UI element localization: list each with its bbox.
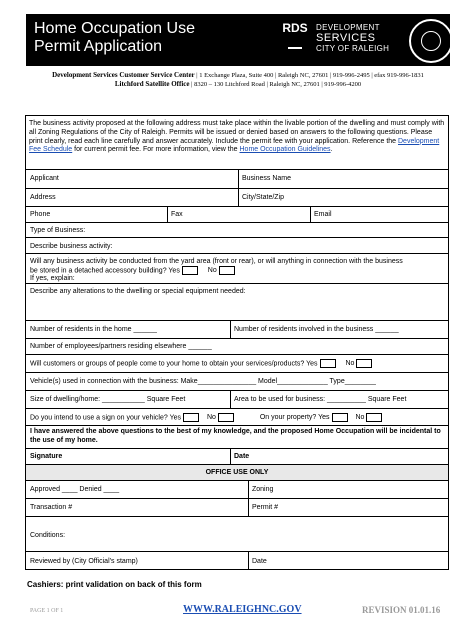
row-divider [26, 253, 448, 254]
property-question-text: On your property? Yes [259, 414, 330, 422]
yard-question-text: be stored in a detached accessory building? Yes [30, 267, 180, 275]
row-divider [26, 448, 448, 449]
fee-schedule-link[interactable]: Development Fee Schedule [29, 137, 440, 154]
row-divider [26, 372, 448, 373]
yard-no-checkbox[interactable] [219, 266, 235, 275]
row-divider [26, 498, 448, 499]
approved-denied-field[interactable]: Approved ____ Denied ____ [30, 486, 120, 493]
rds-logo-mark-icon [288, 37, 302, 49]
size-dwelling-field[interactable]: Size of dwelling/home: ___________ Square Feet [30, 396, 186, 403]
office-date-field[interactable]: Date [252, 558, 267, 565]
sign-no-checkbox[interactable] [218, 413, 234, 422]
certification-statement: I have answered the above questions to the best of my knowledge, and the proposed Home Occupation will be incidental to the use of my home. [30, 428, 441, 444]
intro-text-1: The business activity proposed at the following address must take place within the livable portion of the dwelling and must comply with all Zoning Regulations of the City of Raleigh. Permits will be issued or denied based on answers to the following questions. Please print clearly, read each line carefully and answer accurately. Include the permit fee with your application. Reference the [29, 120, 445, 145]
col-divider [167, 206, 168, 222]
row-divider [26, 551, 448, 552]
vehicles-field[interactable]: Vehicle(s) used in connection with the business: Make_______________ Model_____________ Type________ [30, 378, 376, 385]
row-divider [26, 222, 448, 223]
permit-field[interactable]: Permit # [252, 504, 279, 511]
email-field[interactable]: Email [314, 211, 332, 218]
application-form [25, 115, 449, 570]
business-name-field[interactable]: Business Name [242, 175, 292, 182]
employees-field[interactable]: Number of employees/partners residing elsewhere ______ [30, 343, 212, 350]
title-line-2: Permit Application [34, 38, 163, 55]
col-divider [248, 551, 249, 570]
row-divider [26, 390, 448, 391]
dept-line-3: CITY OF RALEIGH [316, 44, 390, 53]
describe-activity-field[interactable]: Describe business activity: [30, 243, 113, 250]
conditions-field[interactable]: Conditions: [30, 532, 66, 539]
center-label: Development Services Customer Service Center [52, 71, 195, 79]
contact-line-2 [20, 80, 456, 89]
intro-text-3: . [330, 146, 333, 154]
residents-home-field[interactable]: Number of residents in the home ______ [30, 326, 157, 333]
city-seal-icon [409, 19, 453, 63]
reviewed-by-field[interactable]: Reviewed by (City Official’s stamp) [30, 558, 138, 565]
signature-field[interactable]: Signature [30, 453, 63, 460]
yard-question: Will any business activity be conducted from the yard area (front or rear), or will anything in connection with the business [30, 258, 403, 265]
property-yes-checkbox[interactable] [332, 413, 348, 422]
property-no-checkbox[interactable] [366, 413, 382, 422]
city-state-zip-field[interactable]: City/State/Zip [242, 194, 285, 201]
intro-paragraph [29, 120, 445, 155]
dept-line-1: DEVELOPMENT [316, 23, 380, 32]
dept-line-2: SERVICES [316, 32, 376, 44]
guidelines-link[interactable]: Home Occupation Guidelines [239, 146, 331, 154]
row-divider [26, 425, 448, 426]
revision-label: REVISION 01.01.16 [362, 605, 441, 615]
if-yes-explain-field[interactable]: If yes, explain: [30, 275, 75, 282]
header-banner [26, 14, 450, 66]
customers-no-label: No [345, 360, 355, 368]
sign-yes-checkbox[interactable] [183, 413, 199, 422]
applicant-field[interactable]: Applicant [30, 175, 59, 182]
row-divider [26, 188, 448, 189]
row-divider [26, 169, 448, 170]
contact-line-1 [20, 71, 456, 80]
customers-question-text: Will customers or groups of people come to your home to obtain your services/products? Yes [30, 360, 318, 368]
row-divider [26, 354, 448, 355]
alterations-field[interactable]: Describe any alterations to the dwelling or special equipment needed: [30, 288, 246, 295]
satellite-label: Litchford Satellite Office [114, 80, 190, 88]
col-divider [230, 390, 231, 408]
cashier-note: Cashiers: print validation on back of this form [27, 580, 202, 589]
col-divider [310, 206, 311, 222]
customers-question [30, 359, 374, 368]
row-divider [26, 408, 448, 409]
fax-field[interactable]: Fax [171, 211, 183, 218]
row-divider [26, 237, 448, 238]
rds-logo: RDS [282, 21, 308, 35]
satellite-info: | 8320 – 130 Litchford Road | Raleigh NC, 27601 | 919-996-4200 [189, 81, 362, 88]
center-info: | 1 Exchange Plaza, Suite 400 | Raleigh NC, 27601 | 919-996-2495 | efax 919-996-1831 [194, 72, 424, 79]
page-number: PAGE 1 OF 1 [30, 608, 64, 614]
office-use-heading: OFFICE USE ONLY [205, 469, 269, 476]
address-field[interactable]: Address [30, 194, 56, 201]
col-divider [230, 448, 231, 464]
row-divider [26, 338, 448, 339]
dept-logo [316, 23, 389, 54]
col-divider [238, 169, 239, 206]
col-divider [230, 320, 231, 338]
sign-question-text: Do you intend to use a sign on your vehicle? Yes [30, 414, 181, 422]
seal-tree-icon [421, 31, 441, 51]
row-divider [26, 283, 448, 284]
type-of-business-field[interactable]: Type of Business: [30, 227, 86, 234]
row-divider [26, 480, 448, 481]
col-divider [248, 480, 249, 516]
transaction-field[interactable]: Transaction # [30, 504, 73, 511]
row-divider [26, 206, 448, 207]
sign-question [30, 413, 384, 422]
intro-text-2: for current permit fee. For more information, view the [72, 146, 240, 154]
yard-no-label: No [207, 267, 217, 275]
yard-yes-checkbox[interactable] [182, 266, 198, 275]
property-no-label: No [355, 414, 365, 422]
row-divider [26, 320, 448, 321]
zoning-field[interactable]: Zoning [252, 486, 274, 493]
date-field[interactable]: Date [234, 453, 250, 460]
title-line-1: Home Occupation Use [34, 20, 195, 37]
website-link[interactable]: WWW.RALEIGHNC.GOV [183, 604, 302, 615]
residents-business-field[interactable]: Number of residents involved in the business ______ [234, 326, 399, 333]
form-title [34, 20, 195, 56]
area-business-field[interactable]: Area to be used for business: __________ Square Feet [234, 396, 407, 403]
customers-no-checkbox[interactable] [356, 359, 372, 368]
sign-no-label: No [206, 414, 216, 422]
customers-yes-checkbox[interactable] [320, 359, 336, 368]
row-divider [26, 516, 448, 517]
phone-field[interactable]: Phone [30, 211, 51, 218]
